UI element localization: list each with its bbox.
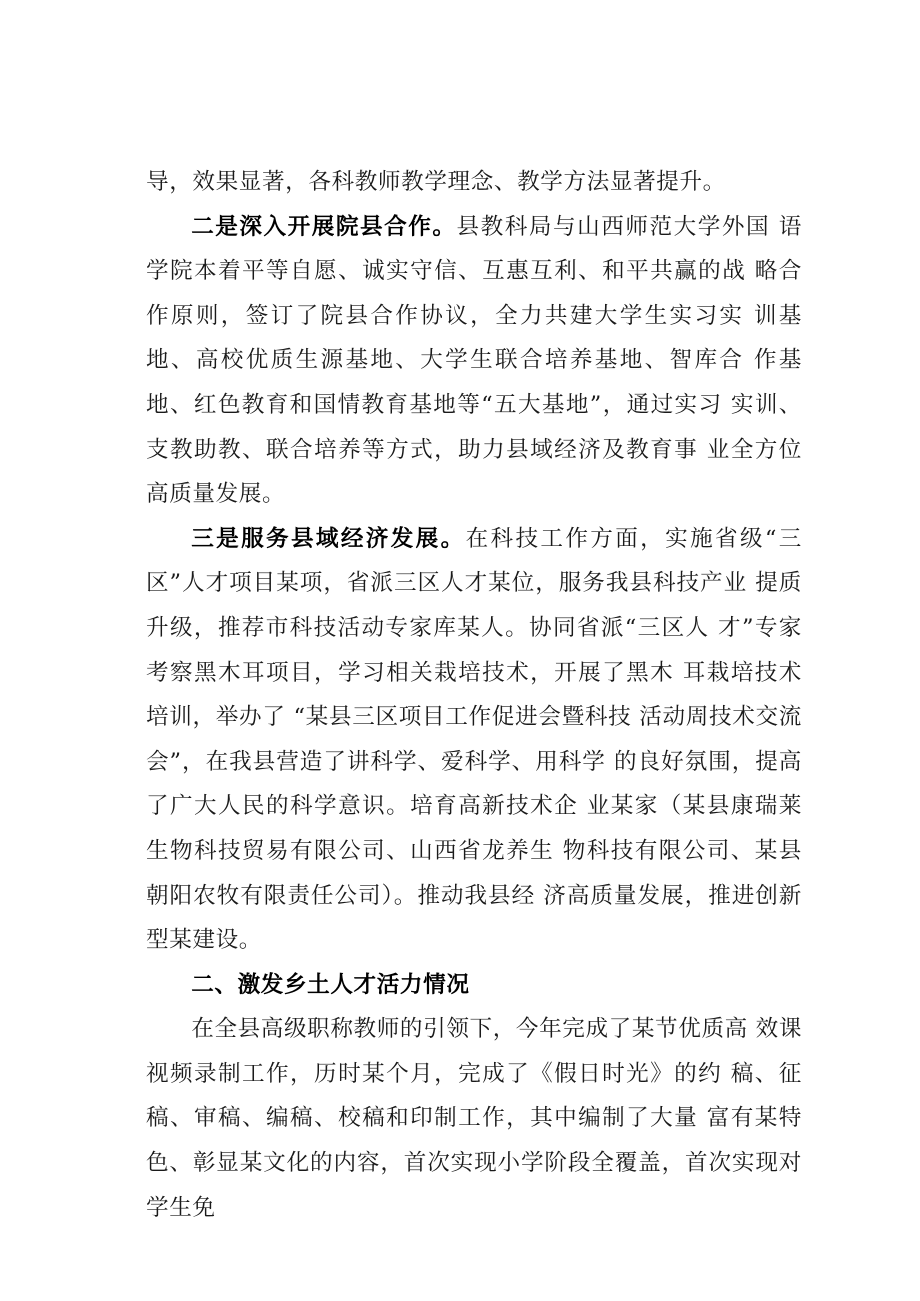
paragraph-continuation-text: 导，效果显著，各科教师教学理念、教学方法显著提升。	[146, 169, 726, 195]
document-body	[146, 160, 802, 1230]
paragraph-county-college-cooperation	[146, 205, 802, 517]
section-heading	[146, 963, 802, 1008]
paragraph-lead-cooperation: 二是深入开展院县合作。	[191, 213, 457, 240]
paragraph-continuation	[146, 160, 802, 205]
paragraph-local-talent	[146, 1007, 802, 1230]
paragraph-local-talent-text: 在全县高级职称教师的引领下，今年完成了某节优质高 效课视频录制工作，历时某个月，完成了《假日时光》的约 稿、征稿、审稿、编稿、校稿和印制工作，其中编制了大量 富有某特色、彰显某文化的内容，首次实现小学阶段全覆盖，首次实现对学生免	[146, 1016, 803, 1221]
paragraph-lead-economy: 三是服务县域经济发展。	[191, 525, 466, 552]
paragraph-body-economy: 在科技工作方面，实施省级“三区”人才项目某项，省派三区人才某位，服务我县科技产业 提质升级，推荐市科技活动专家库某人。协同省派“三区人 才”专家考察黑木耳项目，学习相关栽培技术，开展了黑木 耳栽培技术培训，举办了 “某县三区项目工作促进会暨科技 活动周技术交流会”，在我县营造了讲科学、爱科学、用科学 的良好氛围，提高了广大人民的科学意识。培育高新技术企 业某家（某县康瑞莱生物科技贸易有限公司、山西省龙养生 物科技有限公司、某县朝阳农牧有限责任公司）。推动我县经 济高质量发展，推进创新型某建设。	[146, 525, 802, 954]
paragraph-body-cooperation: 县教科局与山西师范大学外国 语学院本着平等自愿、诚实守信、互惠互利、和平共赢的战 略合作原则，签订了院县合作协议，全力共建大学生实习实 训基地、高校优质生源基地、大学生联合培养基地、智库合 作基地、红色教育和国情教育基地等“五大基地”，通过实习 实训、支教助教、联合培养等方式，助力县域经济及教育事 业全方位高质量发展。	[146, 213, 802, 508]
paragraph-county-economy	[146, 517, 802, 963]
section-heading-text: 二、激发乡土人才活力情况	[191, 971, 470, 998]
